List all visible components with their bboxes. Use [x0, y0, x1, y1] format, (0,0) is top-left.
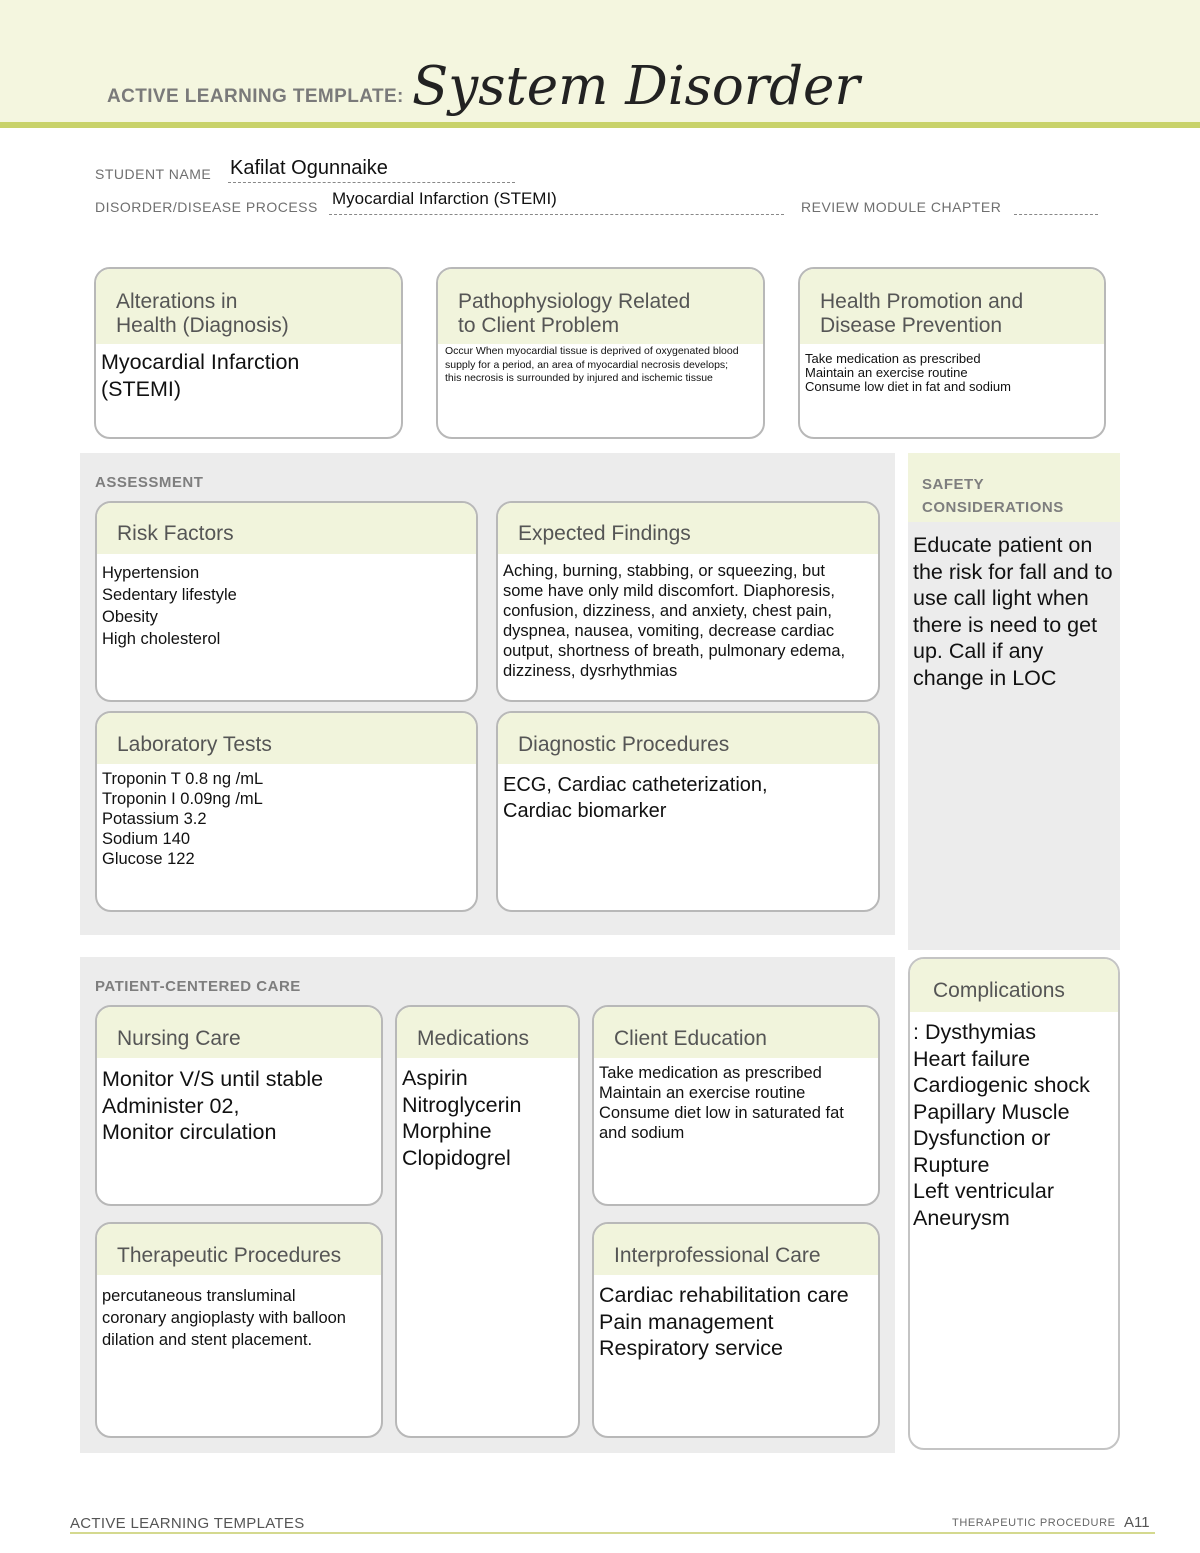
client-education-body: Take medication as prescribed Maintain an exercise routine Consume diet low in saturated fat and sodium	[599, 1064, 844, 1142]
risk-factors-body: Hypertension Sedentary lifestyle Obesity High cholesterol	[102, 564, 237, 648]
alterations-body: Myocardial Infarction (STEMI)	[101, 350, 300, 401]
chapter-label: REVIEW MODULE CHAPTER	[801, 199, 1002, 215]
alterations-box	[94, 267, 403, 439]
laboratory-tests-box	[95, 711, 478, 912]
laboratory-tests-body: Troponin T 0.8 ng /mL Troponin I 0.09ng /mL Potassium 3.2 Sodium 140 Glucose 122	[102, 770, 264, 868]
medications-body: Aspirin Nitroglycerin Morphine Clopidogrel	[402, 1066, 522, 1170]
footer-right-text: THERAPEUTIC PROCEDURE	[952, 1517, 1116, 1529]
pathophysiology-title: Pathophysiology Related to Client Problem	[458, 290, 691, 337]
diagnostic-procedures-title: Diagnostic Procedures	[518, 733, 730, 756]
laboratory-tests-title: Laboratory Tests	[117, 733, 272, 756]
safety-label: SAFETY CONSIDERATIONS	[922, 476, 1064, 516]
therapeutic-procedures-box	[95, 1222, 383, 1438]
safety-panel	[908, 453, 1120, 950]
disorder-value: Myocardial Infarction (STEMI)	[332, 189, 557, 208]
client-education-box	[592, 1005, 880, 1206]
health-promotion-title: Health Promotion and Disease Prevention	[820, 290, 1024, 337]
student-name-label: STUDENT NAME	[95, 166, 212, 182]
complications-title: Complications	[933, 979, 1065, 1002]
template-label: ACTIVE LEARNING TEMPLATE:	[107, 86, 404, 107]
health-promotion-box	[798, 267, 1106, 439]
expected-findings-box	[496, 501, 880, 702]
risk-factors-box	[95, 501, 478, 702]
assessment-label: ASSESSMENT	[95, 474, 204, 491]
expected-findings-body: Aching, burning, stabbing, or squeezing, but some have only mild discomfort. Diaphoresis, confusion, dizziness, and anxiety, chest pain, dyspnea, nausea, vomiting, decrease cardiac output, shortness of breath, pulmonary edema, dizziness, dysrhythmias	[503, 562, 846, 680]
complications-body: : Dysthymias Heart failure Cardiogenic shock Papillary Muscle Dysfunction or Rupture Left ventricular Aneurysm	[913, 1020, 1090, 1230]
nursing-care-title: Nursing Care	[117, 1027, 241, 1050]
nursing-care-body: Monitor V/S until stable Administer 02, Monitor circulation	[102, 1067, 324, 1144]
interprofessional-care-title: Interprofessional Care	[614, 1244, 821, 1267]
client-education-title: Client Education	[614, 1027, 767, 1050]
student-name-line	[228, 182, 515, 183]
pathophysiology-box	[436, 267, 765, 439]
header-rule	[0, 122, 1200, 128]
safety-body: Educate patient on the risk for fall and to use call light when there is need to get up. Call if any change in LOC	[913, 533, 1113, 690]
page-number: A11	[1124, 1514, 1150, 1531]
diagnostic-procedures-box	[496, 711, 880, 912]
risk-factors-title: Risk Factors	[117, 522, 234, 545]
disorder-line	[329, 214, 784, 215]
diagnostic-procedures-body: ECG, Cardiac catheterization, Cardiac biomarker	[503, 774, 768, 822]
medications-title: Medications	[417, 1027, 530, 1050]
therapeutic-procedures-title: Therapeutic Procedures	[117, 1244, 342, 1267]
patient-care-label: PATIENT-CENTERED CARE	[95, 978, 301, 995]
therapeutic-procedures-body: percutaneous transluminal coronary angioplasty with balloon dilation and stent placement.	[102, 1287, 346, 1349]
medications-box	[395, 1005, 580, 1438]
expected-findings-title: Expected Findings	[518, 522, 691, 545]
template-title: System Disorder	[412, 56, 860, 117]
pathophysiology-body: Occur When myocardial tissue is deprived of oxygenated blood supply for a period, an area of myocardial necrosis develops; this necrosis is surrounded by injured and ischemic tissue	[445, 345, 739, 384]
chapter-line	[1014, 214, 1098, 215]
footer-rule	[70, 1532, 1155, 1534]
health-promotion-body: Take medication as prescribed Maintain an exercise routine Consume low diet in fat and sodium	[805, 351, 1011, 394]
interprofessional-care-box	[592, 1222, 880, 1438]
disorder-label: DISORDER/DISEASE PROCESS	[95, 199, 318, 215]
student-name-value: Kafilat Ogunnaike	[230, 157, 388, 179]
interprofessional-care-body: Cardiac rehabilitation care Pain management Respiratory service	[599, 1283, 849, 1360]
complications-box	[908, 957, 1120, 1450]
footer-left-text: ACTIVE LEARNING TEMPLATES	[70, 1515, 305, 1532]
alterations-title: Alterations in Health (Diagnosis)	[116, 290, 289, 337]
nursing-care-box	[95, 1005, 383, 1206]
